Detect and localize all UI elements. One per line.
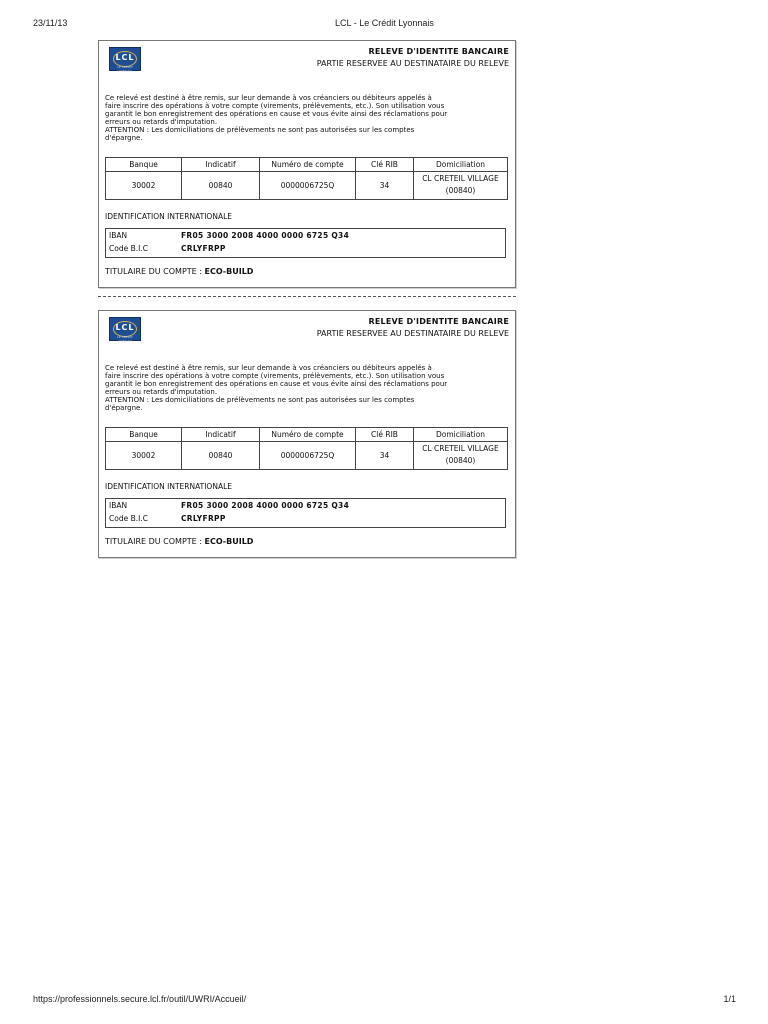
notice-line: ATTENTION : Les domiciliations de prélèvements ne sont pas autorisées sur les comptes	[105, 126, 415, 134]
notice-line: erreurs ou retards d'imputation.	[105, 388, 218, 396]
rib-table-row	[106, 442, 508, 470]
notice-line: erreurs ou retards d'imputation.	[105, 118, 218, 126]
cell-indicatif: 00840	[182, 442, 260, 470]
cell-cle: 34	[356, 442, 414, 470]
domiciliation-code: (00840)	[445, 186, 476, 195]
intl-label: IDENTIFICATION INTERNATIONALE	[105, 482, 232, 491]
domiciliation-name: CL CRETEIL VILLAGE	[422, 174, 499, 183]
notice-line: ATTENTION : Les domiciliations de prélèvements ne sont pas autorisées sur les comptes	[105, 396, 415, 404]
logo-subtext: LE CRÉDIT LYONNAIS	[117, 65, 133, 73]
col-banque: Banque	[106, 158, 182, 172]
domiciliation-code: (00840)	[445, 456, 476, 465]
notice-line: d'épargne.	[105, 134, 143, 142]
col-domiciliation: Domiciliation	[414, 158, 508, 172]
rib-notice	[105, 94, 507, 142]
account-holder	[105, 537, 253, 546]
iban-value: FR05 3000 2008 4000 0000 6725 Q34	[181, 231, 350, 240]
print-url: https://professionnels.secure.lcl.fr/outil/UWRI/Accueil/	[33, 994, 247, 1004]
cell-banque: 30002	[106, 442, 182, 470]
cell-domiciliation	[414, 442, 508, 470]
holder-label: TITULAIRE DU COMPTE :	[105, 537, 202, 546]
col-numero: Numéro de compte	[260, 428, 356, 442]
cell-numero: 0000006725Q	[260, 442, 356, 470]
iban-box	[105, 498, 506, 528]
cell-numero: 0000006725Q	[260, 172, 356, 200]
lcl-logo	[109, 47, 141, 71]
print-date: 23/11/13	[33, 18, 68, 28]
bic-row	[109, 244, 226, 253]
notice-line: Ce relevé est destiné à être remis, sur leur demande à vos créanciers ou débiteurs appelés à	[105, 94, 432, 102]
account-holder	[105, 267, 253, 276]
notice-line: d'épargne.	[105, 404, 143, 412]
iban-row	[109, 231, 349, 240]
lcl-logo	[109, 317, 141, 341]
logo-text: LCL	[115, 53, 135, 62]
intl-label: IDENTIFICATION INTERNATIONALE	[105, 212, 232, 221]
rib-subtitle: PARTIE RESERVEE AU DESTINATAIRE DU RELEVE	[316, 329, 509, 338]
notice-line: garantit le bon enregistrement des opérations en cause et vous évite ainsi des réclamations pour	[105, 380, 448, 388]
holder-value: ECO-BUILD	[204, 537, 254, 546]
holder-value: ECO-BUILD	[204, 267, 254, 276]
print-page-title: LCL - Le Crédit Lyonnais	[335, 18, 434, 28]
cell-cle: 34	[356, 172, 414, 200]
rib-card-2	[98, 310, 516, 558]
rib-title: RELEVE D'IDENTITE BANCAIRE	[368, 47, 509, 56]
bic-row	[109, 514, 226, 523]
rib-table	[105, 427, 508, 470]
col-cle: Clé RIB	[356, 158, 414, 172]
iban-label: IBAN	[109, 501, 128, 510]
notice-line: faire inscrire des opérations à votre compte (virements, prélèvements, etc.). Son utilisation vous	[105, 102, 445, 110]
domiciliation-name: CL CRETEIL VILLAGE	[422, 444, 499, 453]
cut-line	[98, 296, 516, 297]
col-indicatif: Indicatif	[182, 428, 260, 442]
iban-row	[109, 501, 349, 510]
rib-title: RELEVE D'IDENTITE BANCAIRE	[368, 317, 509, 326]
iban-box	[105, 228, 506, 258]
rib-card-1	[98, 40, 516, 288]
notice-line: Ce relevé est destiné à être remis, sur leur demande à vos créanciers ou débiteurs appelés à	[105, 364, 432, 372]
logo-text: LCL	[115, 323, 135, 332]
cell-domiciliation	[414, 172, 508, 200]
rib-subtitle: PARTIE RESERVEE AU DESTINATAIRE DU RELEVE	[316, 59, 509, 68]
col-cle: Clé RIB	[356, 428, 414, 442]
notice-line: garantit le bon enregistrement des opérations en cause et vous évite ainsi des réclamations pour	[105, 110, 448, 118]
col-indicatif: Indicatif	[182, 158, 260, 172]
holder-label: TITULAIRE DU COMPTE :	[105, 267, 202, 276]
bic-value: CRLYFRPP	[181, 514, 226, 523]
rib-table-header	[106, 428, 508, 442]
iban-value: FR05 3000 2008 4000 0000 6725 Q34	[181, 501, 350, 510]
col-banque: Banque	[106, 428, 182, 442]
rib-table	[105, 157, 508, 200]
cell-indicatif: 00840	[182, 172, 260, 200]
page-count: 1/1	[723, 994, 736, 1004]
bic-label: Code B.I.C	[109, 244, 148, 253]
rib-notice	[105, 364, 507, 412]
bic-label: Code B.I.C	[109, 514, 148, 523]
notice-line: faire inscrire des opérations à votre compte (virements, prélèvements, etc.). Son utilisation vous	[105, 372, 445, 380]
col-numero: Numéro de compte	[260, 158, 356, 172]
col-domiciliation: Domiciliation	[414, 428, 508, 442]
bic-value: CRLYFRPP	[181, 244, 226, 253]
logo-subtext: LE CRÉDIT LYONNAIS	[117, 335, 133, 343]
cell-banque: 30002	[106, 172, 182, 200]
rib-table-row	[106, 172, 508, 200]
rib-table-header	[106, 158, 508, 172]
iban-label: IBAN	[109, 231, 128, 240]
